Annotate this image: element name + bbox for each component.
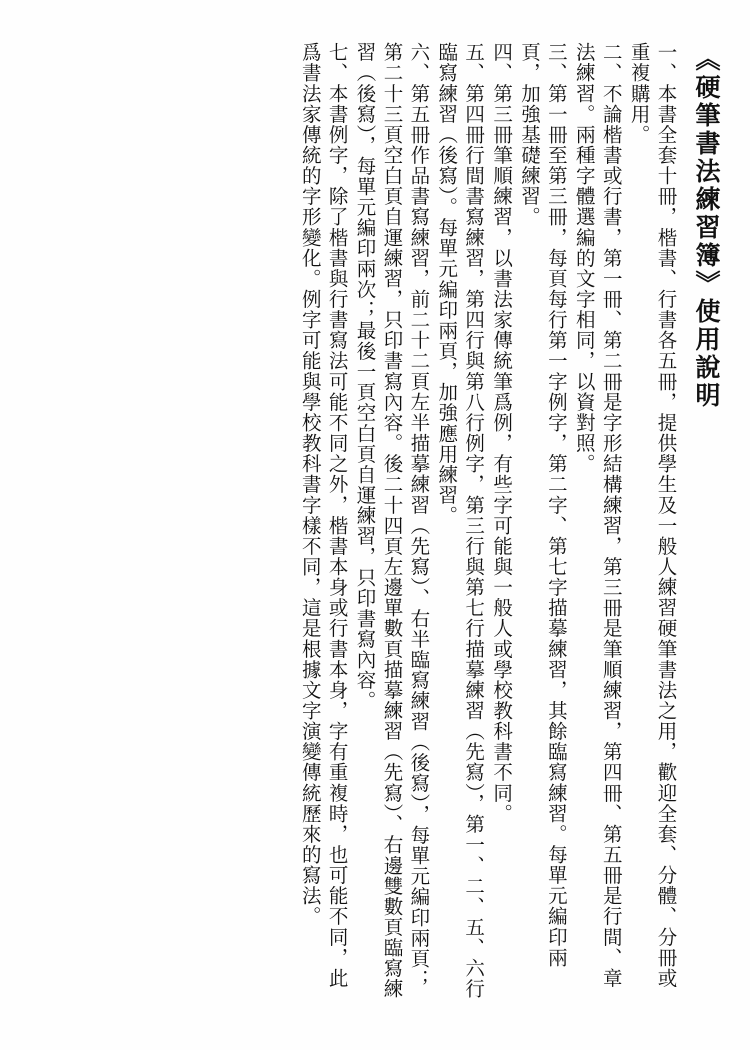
instruction-item-1: 一、本書全套十冊，楷書、行書各五冊，提供學生及一般人練習硬筆書法之用，歡迎全套、分體、分冊或重複購用。 — [627, 42, 676, 989]
page-title: 《硬筆書法練習簿》使用說明 — [692, 46, 719, 410]
instruction-item-3: 三、第一冊至第三冊，每頁每行第一字例字，第二字、第七字描摹練習，其餘臨寫練習。每單元編印兩頁，加強基礎練習。 — [517, 42, 566, 968]
instruction-item-5: 五、第四冊行間書寫練習，第四行與第八行例字，第三行與第七行描摹練習（先寫），第一、二、五、六行臨寫練習（後寫）。每單元編印兩頁，加強應用練習。 — [435, 42, 484, 1000]
instruction-item-6: 六、第五冊作品書寫練習，前二十二頁左半描摹練習（先寫）、右半臨寫練習（後寫），每單元編印兩頁；第二十三頁空白頁自運練習，只印書寫內容。後二十四頁左邊單數頁描摹練習（先寫）、右邊雙數頁臨寫練習（後寫），每單元編印兩次；最後一頁空白頁自運練習，只印書寫內容。 — [353, 42, 429, 1000]
vertical-text-body — [28, 40, 722, 1020]
instruction-item-7: 七、本書例字，除了楷書與行書寫法可能不同之外，楷書本身或行書本身，字有重複時，也可能不同，此爲書法家傳統的字形變化。例字可能與學校教科書字樣不同，這是根據文字演變傳統歷來的寫法。 — [298, 42, 347, 989]
instruction-item-2: 二、不論楷書或行書，第一冊、第二冊是字形結構練習，第三冊是筆順練習，第四冊、第五冊是行間、章法練習。兩種字體選編的文字相同，以資對照。 — [572, 42, 621, 989]
instruction-item-4: 四、第三冊筆順練習，以書法家傳統筆爲例，有些字可能與一般人或學校教科書不同。 — [490, 42, 512, 824]
